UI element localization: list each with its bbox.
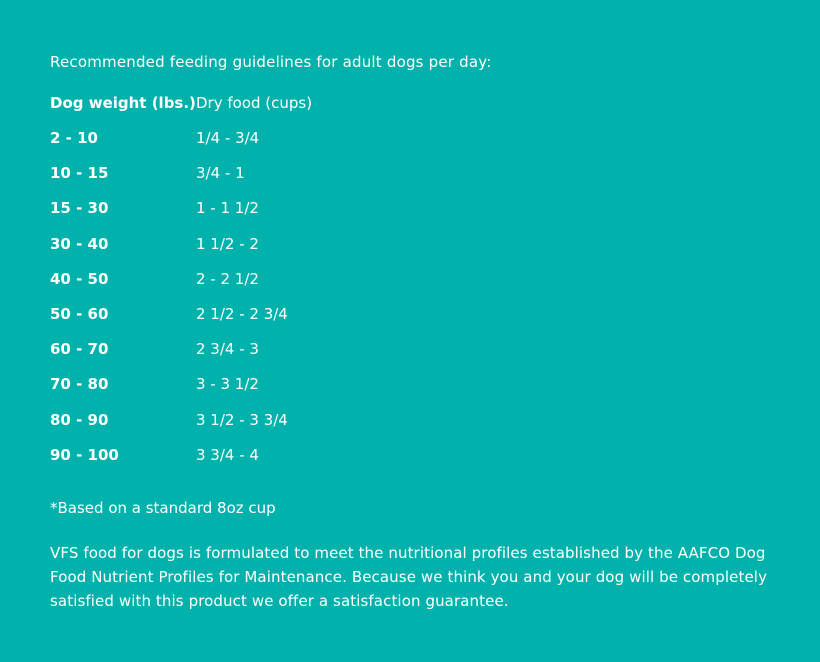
table-row — [50, 305, 312, 340]
table-row — [50, 270, 312, 305]
food-cell: 3 - 3 1/2 — [196, 375, 259, 394]
table-row — [50, 235, 312, 270]
food-cell: 3/4 - 1 — [196, 164, 245, 183]
food-cell: 1 1/2 - 2 — [196, 234, 259, 253]
weight-cell: 70 - 80 — [50, 375, 109, 394]
food-cell: 2 3/4 - 3 — [196, 340, 259, 359]
table-row — [50, 129, 312, 164]
feeding-guidelines-intro: Recommended feeding guidelines for adult dogs per day: — [50, 53, 492, 71]
product-description: VFS food for dogs is formulated to meet the nutritional profiles established by the AAFCO Dog Food Nutrient Profiles for Maintenance. Because we think you and your dog will be completely satisfied with this product we offer a satisfaction guarantee. — [50, 544, 768, 610]
table-row — [50, 340, 312, 375]
table-row — [50, 199, 312, 234]
table-row — [50, 375, 312, 410]
weight-cell: 60 - 70 — [50, 340, 109, 359]
feeding-table — [50, 94, 312, 481]
weight-cell: 80 - 90 — [50, 410, 109, 429]
food-cell: 1 - 1 1/2 — [196, 199, 259, 218]
cup-size-footnote: *Based on a standard 8oz cup — [50, 499, 276, 517]
weight-cell: 30 - 40 — [50, 234, 109, 253]
table-row — [50, 411, 312, 446]
table-header-row — [50, 94, 312, 129]
weight-cell: 10 - 15 — [50, 164, 109, 183]
dog-weight-header: Dog weight (lbs.) — [50, 94, 196, 112]
weight-cell: 90 - 100 — [50, 445, 119, 464]
food-cell: 1/4 - 3/4 — [196, 129, 260, 147]
dry-food-header: Dry food (cups) — [196, 94, 313, 112]
food-cell: 3 3/4 - 4 — [196, 445, 259, 464]
weight-cell: 50 - 60 — [50, 304, 109, 323]
table-row — [50, 446, 312, 481]
weight-cell: 40 - 50 — [50, 269, 109, 288]
food-cell: 2 - 2 1/2 — [196, 269, 259, 288]
table-row — [50, 164, 312, 199]
food-cell: 2 1/2 - 2 3/4 — [196, 304, 288, 323]
weight-cell: 15 - 30 — [50, 199, 109, 218]
weight-cell: 2 - 10 — [50, 129, 98, 147]
food-cell: 3 1/2 - 3 3/4 — [196, 410, 288, 429]
